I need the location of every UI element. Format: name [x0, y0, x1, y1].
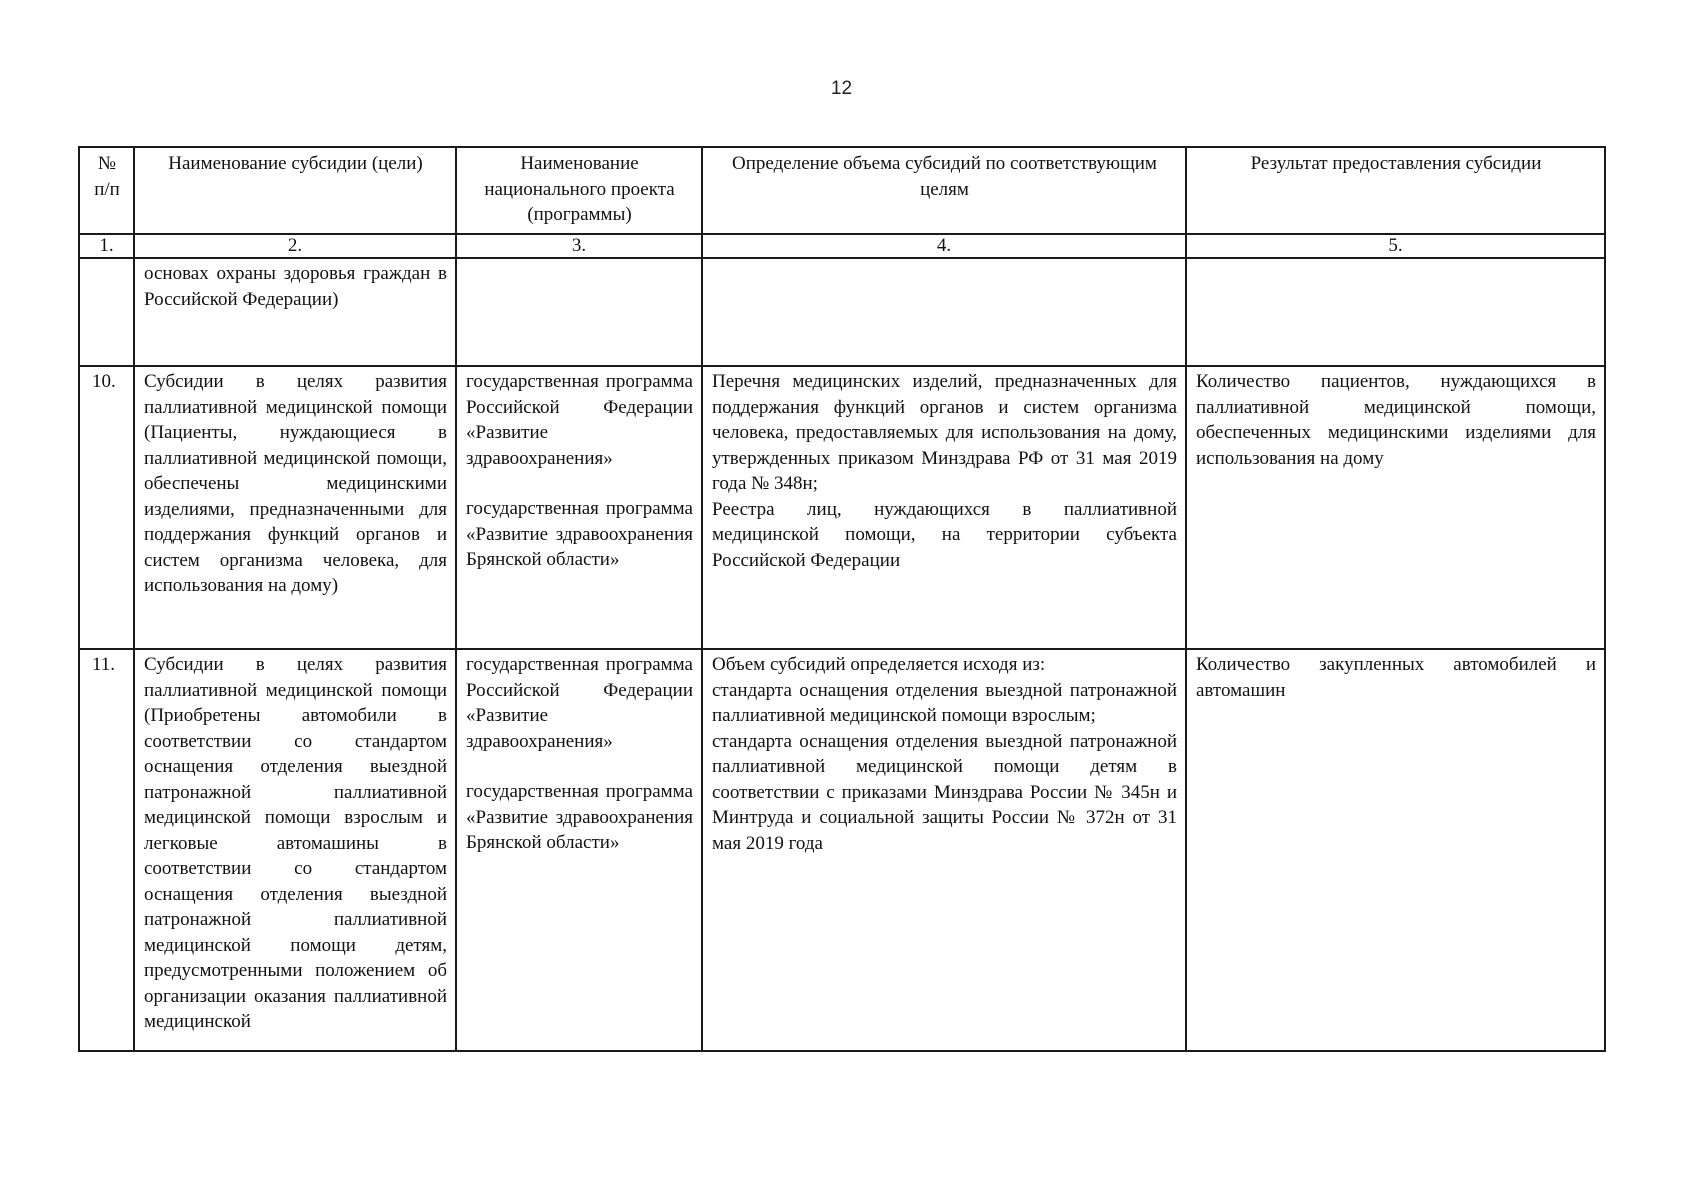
row-number: 11.: [79, 649, 134, 1051]
header-subsidy-name: Наименование субсидии (цели): [134, 147, 456, 234]
row-number: 10.: [79, 366, 134, 649]
subsidy-name: Субсидии в целях развития паллиативной медицинской помощи (Пациенты, нуждающиеся в паллиативной медицинской помощи, обеспечены медицинскими изделиями, предназначенными для поддержания функций органов и систем организма человека, для использования на дому): [134, 366, 456, 649]
project-entry: государственная программа «Развитие здравоохранения Брянской области»: [466, 781, 693, 853]
project-entry: государственная программа Российской Федерации «Развитие здравоохранения»: [466, 654, 693, 752]
column-number: 3.: [456, 234, 702, 258]
table-row: [79, 366, 1605, 649]
table-row: [79, 649, 1605, 1051]
column-number: 5.: [1186, 234, 1605, 258]
volume-entry: Объем субсидий определяется исходя из:: [712, 654, 1046, 675]
column-number-row: [79, 234, 1605, 258]
page-number: 12: [830, 78, 853, 99]
volume-definition: [702, 649, 1186, 1051]
subsidy-table: [78, 146, 1606, 1052]
national-project: [456, 649, 702, 1051]
project-entry: государственная программа «Развитие здравоохранения Брянской области»: [466, 498, 693, 570]
subsidy-result: Количество закупленных автомобилей и автомашин: [1186, 649, 1605, 1051]
volume-entry: Реестра лиц, нуждающихся в паллиативной медицинской помощи, на территории субъекта Российской Федерации: [712, 498, 1177, 571]
header-num: № п/п: [79, 147, 134, 234]
volume-entry: Перечня медицинских изделий, предназначенных для поддержания функций органов и систем организма человека, предоставляемых для использования на дому, утвержденных приказом Минздрава РФ от 31 мая 2019 года № 348н;: [712, 371, 1177, 494]
national-project: [456, 258, 702, 366]
volume-entry: стандарта оснащения отделения выездной патронажной паллиативной медицинской помощи взрослым;: [712, 679, 1177, 726]
national-project: [456, 366, 702, 649]
table-row: [79, 258, 1605, 366]
volume-definition: [702, 366, 1186, 649]
column-number: 4.: [702, 234, 1186, 258]
volume-definition: [702, 258, 1186, 366]
subsidy-name: основах охраны здоровья граждан в Российской Федерации): [134, 258, 456, 366]
header-result: Результат предоставления субсидии: [1186, 147, 1605, 234]
subsidy-result: [1186, 258, 1605, 366]
column-number: 1.: [79, 234, 134, 258]
project-entry: государственная программа Российской Федерации «Развитие здравоохранения»: [466, 371, 693, 469]
subsidy-result: Количество пациентов, нуждающихся в паллиативной медицинской помощи, обеспеченных медицинскими изделиями для использования на дому: [1186, 366, 1605, 649]
subsidy-name: Субсидии в целях развития паллиативной медицинской помощи (Приобретены автомобили в соответствии со стандартом оснащения отделения выездной патронажной паллиативной медицинской помощи взрослым и легковые автомашины в соответствии со стандартом оснащения отделения выездной патронажной паллиативной медицинской помощи детям, предусмотренными положением об организации оказания паллиативной медицинской: [134, 649, 456, 1051]
header-national-project: Наименование национального проекта (программы): [456, 147, 702, 234]
column-number: 2.: [134, 234, 456, 258]
volume-entry: стандарта оснащения отделения выездной патронажной паллиативной медицинской помощи детям в соответствии с приказами Минздрава России № 345н и Минтруда и социальной защиты России № 372н от 31 мая 2019 года: [712, 730, 1177, 854]
row-number: [79, 258, 134, 366]
table-header-row: [79, 147, 1605, 234]
header-volume-definition: Определение объема субсидий по соответствующим целям: [702, 147, 1186, 234]
